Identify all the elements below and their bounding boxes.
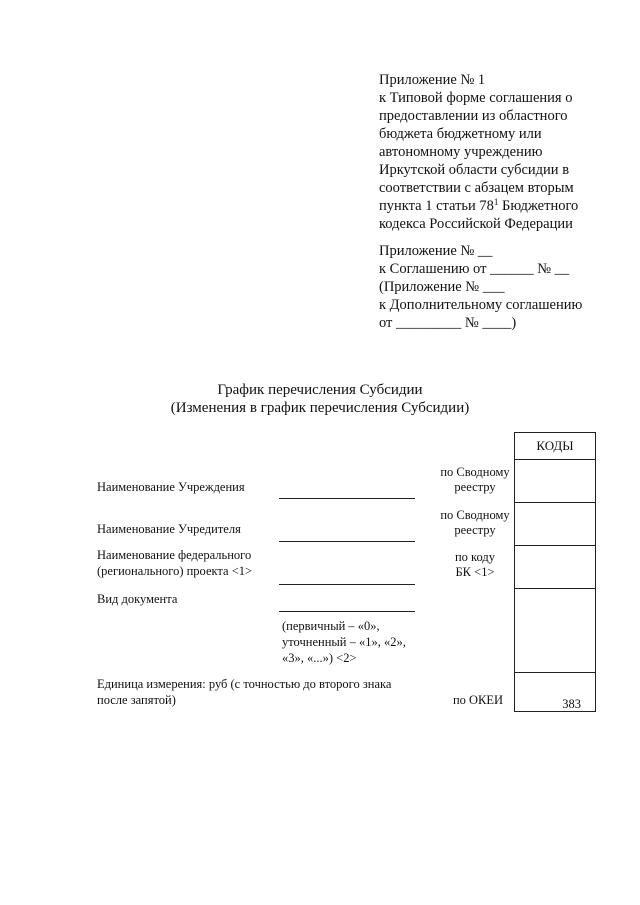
agreement-line: от _________ № ____) — [379, 315, 517, 331]
document-title: График перечисления Субсидии — [217, 382, 423, 398]
code-cell-okei-value: 383 — [562, 697, 581, 711]
founder-label: Наименование Учредителя — [97, 522, 241, 536]
project-underline — [279, 584, 415, 585]
appendix-line: Иркутской области субсидии в — [379, 162, 570, 178]
codes-header: КОДЫ — [536, 438, 574, 453]
codes-header-cell — [515, 433, 595, 460]
agreement-line: Приложение № __ — [379, 243, 493, 259]
appendix-line: к Типовой форме соглашения о — [379, 90, 573, 106]
appendix-line: бюджета бюджетному или — [379, 126, 542, 142]
agreement-line: к Соглашению от ______ № __ — [379, 261, 570, 277]
code-cell-svod-2 — [515, 502, 595, 546]
document-subtitle: (Изменения в график перечисления Субсидии) — [170, 400, 470, 416]
doc-type-hint-line3: «3», «...») <2> — [282, 651, 357, 665]
svod-registry-line: реестру — [454, 480, 496, 494]
codes-table — [514, 432, 596, 712]
svod-registry-line: по Сводному — [440, 508, 510, 522]
founder-underline — [279, 541, 415, 542]
bk-code-label — [440, 550, 510, 580]
article-text-tail: Бюджетного — [498, 198, 579, 214]
appendix-1-block — [379, 71, 578, 233]
appendix-agreement-block — [379, 242, 582, 332]
project-label-line1: Наименование федерального — [97, 548, 252, 562]
appendix-line: кодекса Российской Федерации — [379, 216, 573, 232]
appendix-line: Приложение № 1 — [379, 72, 486, 88]
project-label-line2: (регионального) проекта <1> — [97, 564, 253, 578]
appendix-line: соответствии с абзацем вторым — [379, 180, 574, 196]
unit-label-line1: Единица измерения: руб (с точностью до второго знака — [97, 677, 392, 691]
article-superscript: 1 — [493, 197, 499, 207]
appendix-line: предоставлении из областного — [379, 108, 568, 124]
institution-label: Наименование Учреждения — [97, 480, 245, 494]
doc-type-label: Вид документа — [97, 592, 178, 606]
institution-underline — [279, 498, 415, 499]
okei-label: по ОКЕИ — [452, 693, 504, 707]
article-text: пункта 1 статьи 78 — [379, 198, 494, 214]
code-cell-doc-type — [515, 588, 595, 673]
svod-registry-line: по Сводному — [440, 465, 510, 479]
doc-type-hint-line2: уточненный – «1», «2», — [282, 635, 406, 649]
svod-registry-label-1 — [440, 465, 510, 495]
appendix-line-article — [379, 197, 578, 215]
unit-label-line2: после запятой) — [97, 693, 176, 707]
svod-registry-line: реестру — [454, 523, 496, 537]
bk-code-line: по коду — [454, 550, 495, 564]
appendix-line: автономному учреждению — [379, 144, 543, 160]
code-cell-bk — [515, 545, 595, 589]
svod-registry-label-2 — [440, 508, 510, 538]
agreement-line: (Приложение № ___ — [379, 279, 505, 295]
doc-type-underline — [279, 611, 415, 612]
code-cell-svod-1 — [515, 459, 595, 503]
doc-type-hint-line1: (первичный – «0», — [282, 619, 380, 633]
agreement-line: к Дополнительному соглашению — [379, 297, 583, 313]
bk-code-line: БК <1> — [455, 565, 495, 579]
